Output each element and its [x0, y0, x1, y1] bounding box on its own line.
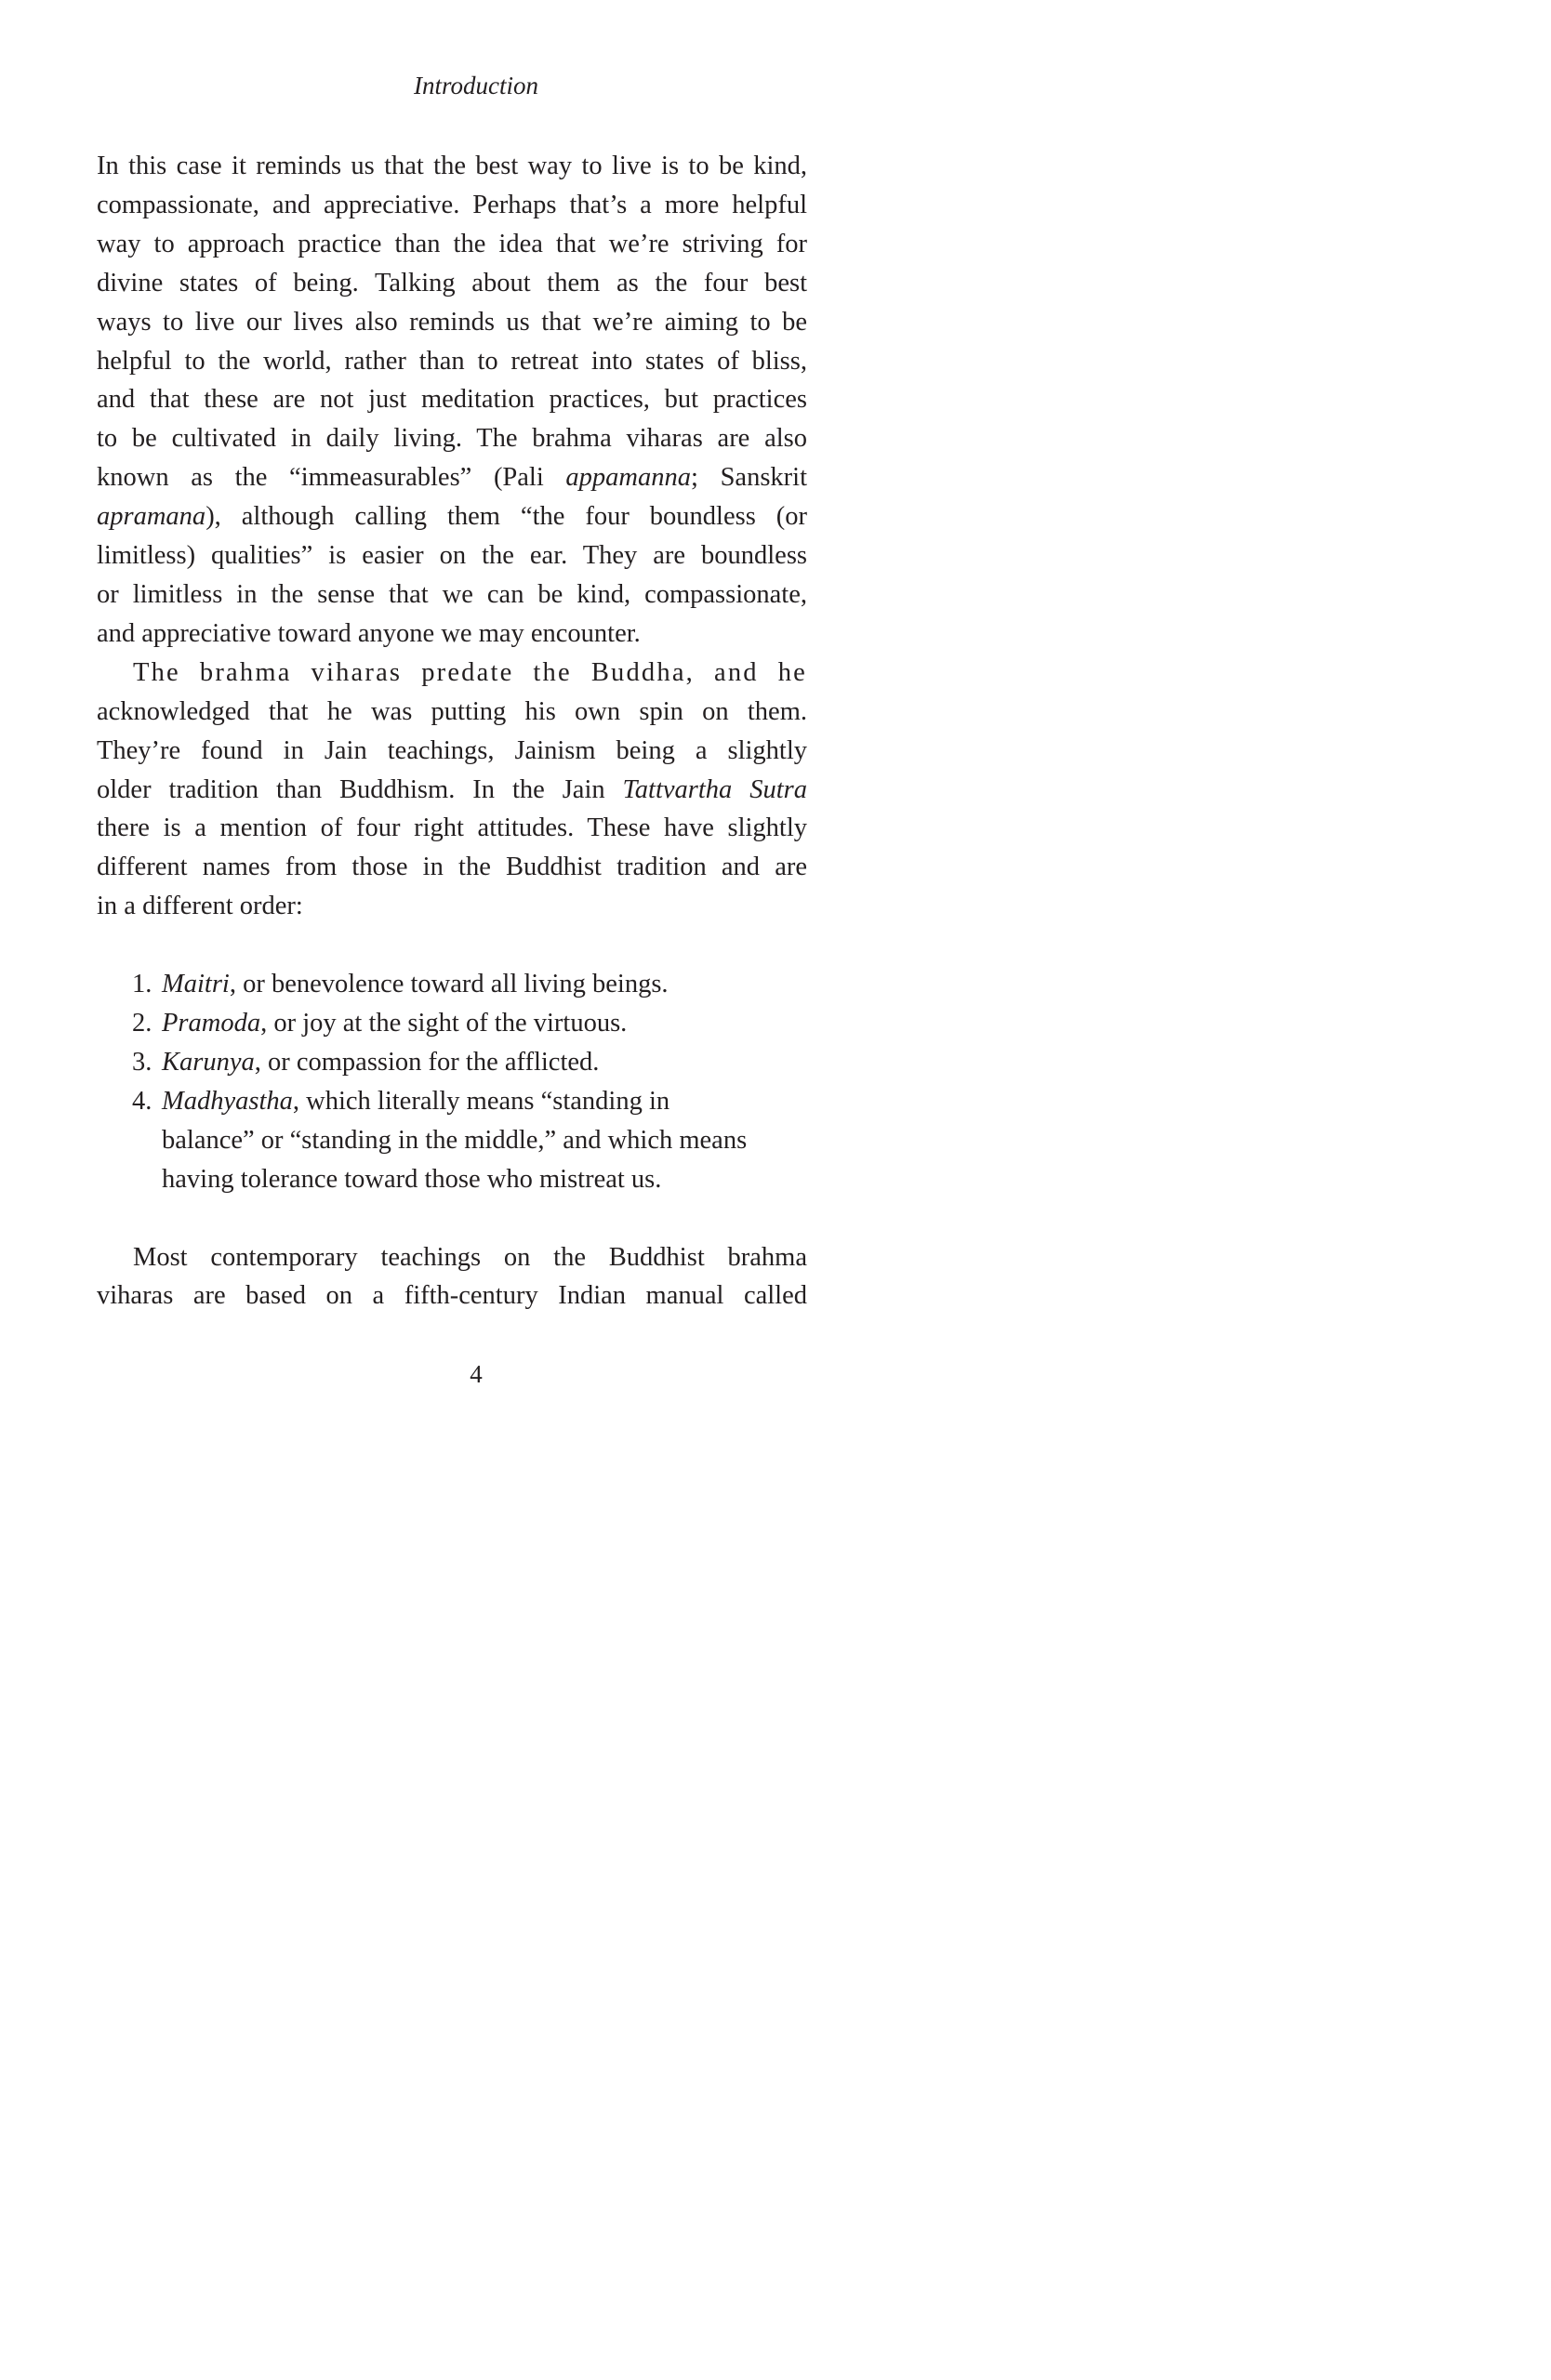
text-run: , or benevolence toward all living beings. — [229, 970, 669, 999]
list-item — [97, 1043, 807, 1082]
paragraph-3 — [97, 1238, 807, 1316]
text-line: there is a mention of four right attitudes. These have slightly — [97, 813, 807, 843]
text-run: known as the “immeasurables” (Pali — [97, 463, 566, 493]
pali-term: appamanna — [565, 463, 692, 493]
list-number: 3. — [132, 1047, 152, 1077]
text-line — [97, 497, 807, 536]
list-number: 2. — [132, 1009, 152, 1038]
list-term: Pramoda — [162, 1009, 261, 1038]
spacer — [97, 926, 807, 965]
text-line — [97, 458, 807, 497]
text-run: , or compassion for the afflicted. — [254, 1047, 600, 1077]
text-run: ), although calling them “the four boundless (or — [205, 502, 807, 532]
list-term: Maitri — [162, 970, 230, 999]
text-line: limitless) qualities” is easier on the ear. They are boundless — [97, 541, 807, 571]
text-line: Most contemporary teachings on the Buddhist brahma — [133, 1242, 807, 1272]
numbered-list — [97, 965, 807, 1198]
text-line: and that these are not just meditation practices, but practices — [97, 385, 807, 415]
text-line — [97, 771, 807, 810]
text-line: acknowledged that he was putting his own spin on them. — [97, 696, 807, 726]
work-title: Tattvartha Sutra — [622, 774, 807, 804]
body-text — [97, 147, 807, 1316]
list-number: 4. — [132, 1086, 152, 1116]
text-line: to be cultivated in daily living. The brahma viharas are also — [97, 424, 807, 454]
spacer — [97, 1199, 807, 1238]
list-item — [97, 1082, 807, 1199]
text-line — [162, 965, 807, 1004]
text-line: compassionate, and appreciative. Perhaps that’s a more helpful — [97, 190, 807, 219]
text-run: , or joy at the sight of the virtuous. — [260, 1009, 628, 1038]
text-line: or limitless in the sense that we can be kind, compassionate, — [97, 579, 807, 609]
text-line: in a different order: — [97, 892, 303, 921]
text-line — [162, 1004, 807, 1043]
text-line: different names from those in the Buddhist tradition and are — [97, 853, 807, 882]
text-run: older tradition than Buddhism. In the Jain — [97, 774, 623, 804]
text-line: and appreciative toward anyone we may encounter. — [97, 618, 641, 648]
running-head: Introduction — [414, 72, 538, 99]
sanskrit-term: apramana — [97, 502, 206, 532]
paragraph-1 — [97, 147, 807, 654]
list-term: Karunya — [162, 1047, 255, 1077]
list-item — [97, 965, 807, 1004]
list-number: 1. — [132, 970, 152, 999]
text-line: The brahma viharas predate the Buddha, and he — [133, 657, 807, 687]
text-run: ; Sanskrit — [691, 463, 807, 493]
book-page — [0, 0, 952, 1462]
text-line: viharas are based on a fifth-century Indian manual called — [97, 1281, 807, 1311]
text-line: having tolerance toward those who mistreat us. — [162, 1164, 662, 1194]
list-term: Madhyastha — [162, 1086, 293, 1116]
paragraph-2 — [97, 654, 807, 926]
text-line: helpful to the world, rather than to retreat into states of bliss, — [97, 346, 807, 376]
text-line: They’re found in Jain teachings, Jainism being a slightly — [97, 735, 807, 765]
text-run: , which literally means “standing in — [292, 1086, 670, 1116]
text-line: In this case it reminds us that the best way to live is to be kind, — [97, 152, 807, 180]
text-line: divine states of being. Talking about them as the four best — [97, 268, 807, 298]
list-item — [97, 1004, 807, 1043]
text-line: balance” or “standing in the middle,” and which means — [162, 1125, 748, 1155]
text-line — [162, 1082, 807, 1121]
page-number: 4 — [470, 1360, 483, 1388]
text-line: way to approach practice than the idea that we’re striving for — [97, 229, 807, 258]
text-line — [162, 1043, 807, 1082]
text-line: ways to live our lives also reminds us that we’re aiming to be — [97, 307, 807, 337]
